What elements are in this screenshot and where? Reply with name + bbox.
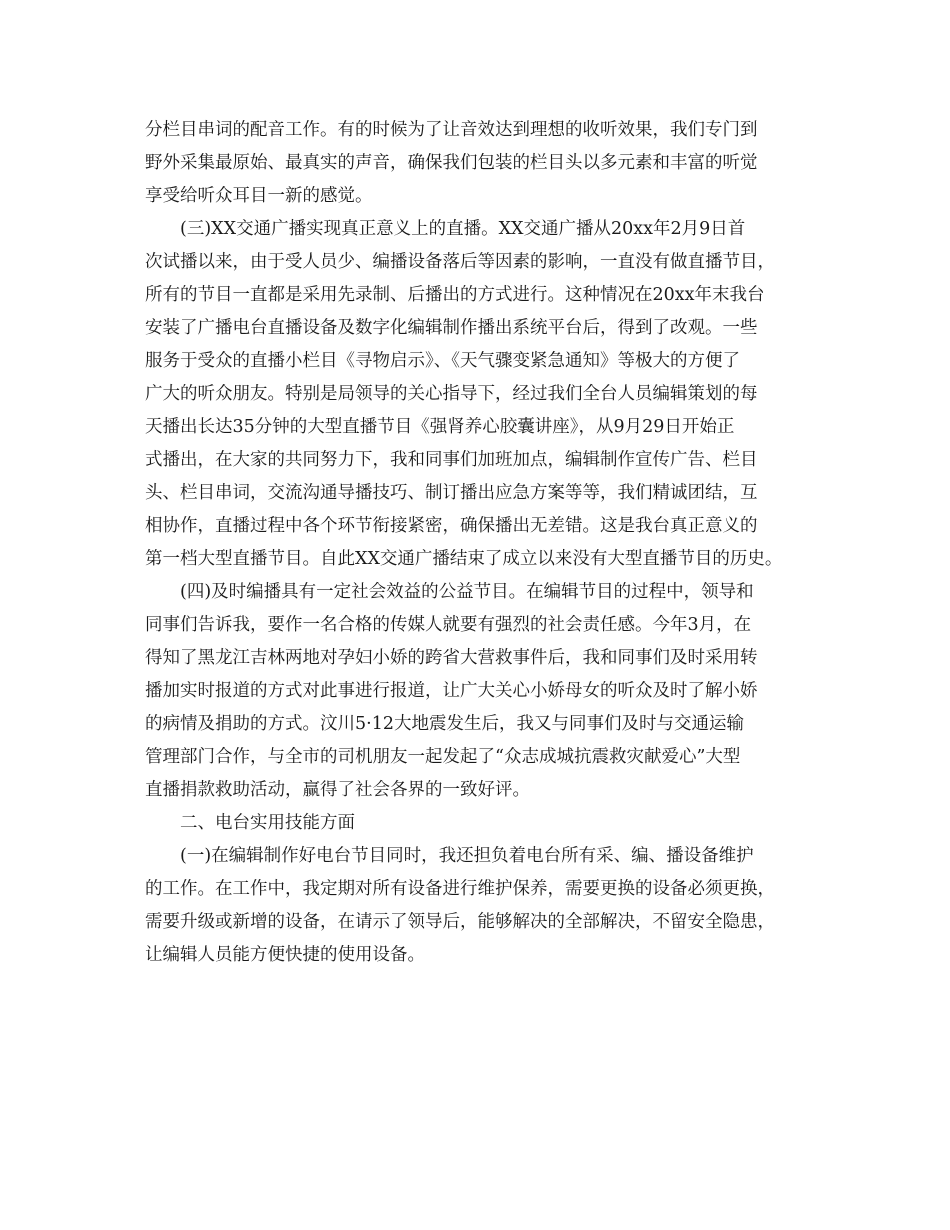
text-line: 让编辑人员能方便快捷的使用设备。 — [145, 945, 425, 965]
text-line: 广大的听众朋友。特别是局领导的关心指导下，经过我们全台人员编辑策划的每 — [145, 384, 758, 404]
paragraph-4 — [145, 840, 815, 972]
paragraph-2 — [145, 213, 815, 576]
text-line: (一)在编辑制作好电台节目同时，我还担负着电台所有采、编、播设备维护 — [180, 846, 754, 866]
text-line: 所有的节目一直都是采用先录制、后播出的方式进行。这种情况在20xx年末我台 — [145, 285, 765, 305]
text-line: 得知了黑龙江吉林两地对孕妇小娇的跨省大营救事件后，我和同事们及时采用转 — [145, 648, 758, 668]
text-line: 相协作，直播过程中各个环节衔接紧密，确保播出无差错。这是我台真正意义的 — [145, 516, 758, 536]
text-line: 同事们告诉我，要作一名合格的传媒人就要有强烈的社会责任感。今年3月，在 — [145, 615, 752, 635]
text-line: 安装了广播电台直播设备及数字化编辑制作播出系统平台后，得到了改观。一些 — [145, 318, 758, 338]
text-line: 第一档大型直播节目。自此XX交通广播结束了成立以来没有大型直播节目的历史。 — [145, 549, 783, 569]
text-line: 的工作。在工作中，我定期对所有设备进行维护保养，需要更换的设备必须更换， — [145, 879, 775, 899]
text-line: 次试播以来，由于受人员少、编播设备落后等因素的影响，一直没有做直播节目， — [145, 252, 775, 272]
text-line: 直播捐款救助活动，赢得了社会各界的一致好评。 — [145, 780, 530, 800]
text-line: 享受给听众耳目一新的感觉。 — [145, 186, 373, 206]
document-body — [145, 114, 815, 972]
text-line: 的病情及捐助的方式。汶川5·12大地震发生后，我又与同事们及时与交通运输 — [145, 714, 744, 734]
paragraph-3 — [145, 576, 815, 807]
text-line: 天播出长达35分钟的大型直播节目《强肾养心胶囊讲座》，从9月29日开始正 — [145, 417, 735, 437]
text-line: (四)及时编播具有一定社会效益的公益节目。在编辑节目的过程中，领导和 — [180, 582, 754, 602]
text-line: 头、栏目串词，交流沟通导播技巧、制订播出应急方案等等，我们精诚团结，互 — [145, 483, 758, 503]
text-line: 二、电台实用技能方面 — [180, 813, 355, 833]
paragraph-1 — [145, 114, 815, 213]
section-heading — [145, 807, 815, 840]
text-line: 式播出，在大家的共同努力下，我和同事们加班加点，编辑制作宣传广告、栏目 — [145, 450, 758, 470]
text-line: 需要升级或新增的设备，在请示了领导后，能够解决的全部解决，不留安全隐患， — [145, 912, 775, 932]
text-line: 分栏目串词的配音工作。有的时候为了让音效达到理想的收听效果，我们专门到 — [145, 120, 758, 140]
text-line: (三)XX交通广播实现真正意义上的直播。XX交通广播从20xx年2月9日首 — [180, 219, 746, 239]
text-line: 播加实时报道的方式对此事进行报道，让广大关心小娇母女的听众及时了解小娇 — [145, 681, 758, 701]
text-line: 野外采集最原始、最真实的声音，确保我们包装的栏目头以多元素和丰富的听觉 — [145, 153, 758, 173]
text-line: 服务于受众的直播小栏目《寻物启示》、《天气骤变紧急通知》等极大的方便了 — [145, 351, 740, 371]
text-line: 管理部门合作，与全市的司机朋友一起发起了“众志成城抗震救灾献爱心”大型 — [145, 747, 741, 767]
